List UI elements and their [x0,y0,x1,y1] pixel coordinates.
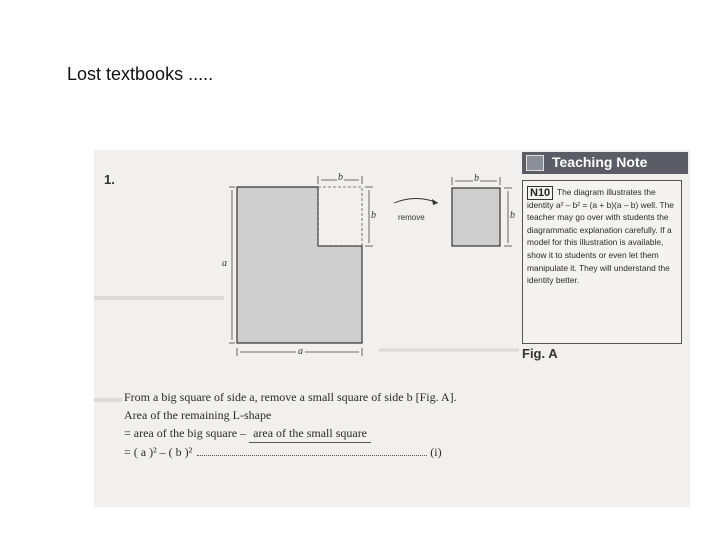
label-b-small-top: b [474,173,479,184]
teaching-note-box [522,180,682,344]
text-line-1: From a big square of side a, remove a small square of side b [Fig. A]. [124,390,457,404]
label-a-side: a [222,258,227,269]
teaching-note-code: N10 [527,186,553,200]
teaching-note-text: The diagram illustrates the identity a² – b² = (a + b)(a – b) well. The teacher may go over with students the diagrammatic explanation carefully. If a model for this illustration is available, show it to students or even let them manipulate it. They will understand the identity better. [527,187,674,286]
scanned-textbook-image [94,150,690,507]
text-line-2: Area of the remaining L-shape [124,408,272,422]
text-line-4 [124,443,457,461]
teaching-note-header [522,152,688,174]
text-line-4-suffix: (i) [430,445,442,459]
remove-label: remove [398,213,425,222]
remove-arrow [394,199,438,204]
label-b-top: b [338,172,343,183]
label-b-side: b [371,210,376,221]
text-line-3 [124,424,457,443]
textbook-text [124,388,457,461]
text-line-3-prefix: = area of the big square – [124,426,247,440]
teaching-note-title: Teaching Note [552,154,648,170]
small-square [452,188,500,246]
text-line-3-blank: area of the small square [249,424,371,443]
label-b-small-side: b [510,210,515,221]
figure-caption: Fig. A [522,346,558,361]
label-a-bottom: a [298,346,303,357]
l-shape [237,187,362,343]
note-icon [526,155,544,171]
exercise-number: 1. [104,172,115,187]
dotted-leader [197,455,427,456]
slide-title: Lost textbooks ..... [67,64,214,84]
removed-corner-outline [318,187,362,246]
text-line-4-prefix: = ( a )² – ( b )² [124,445,193,459]
